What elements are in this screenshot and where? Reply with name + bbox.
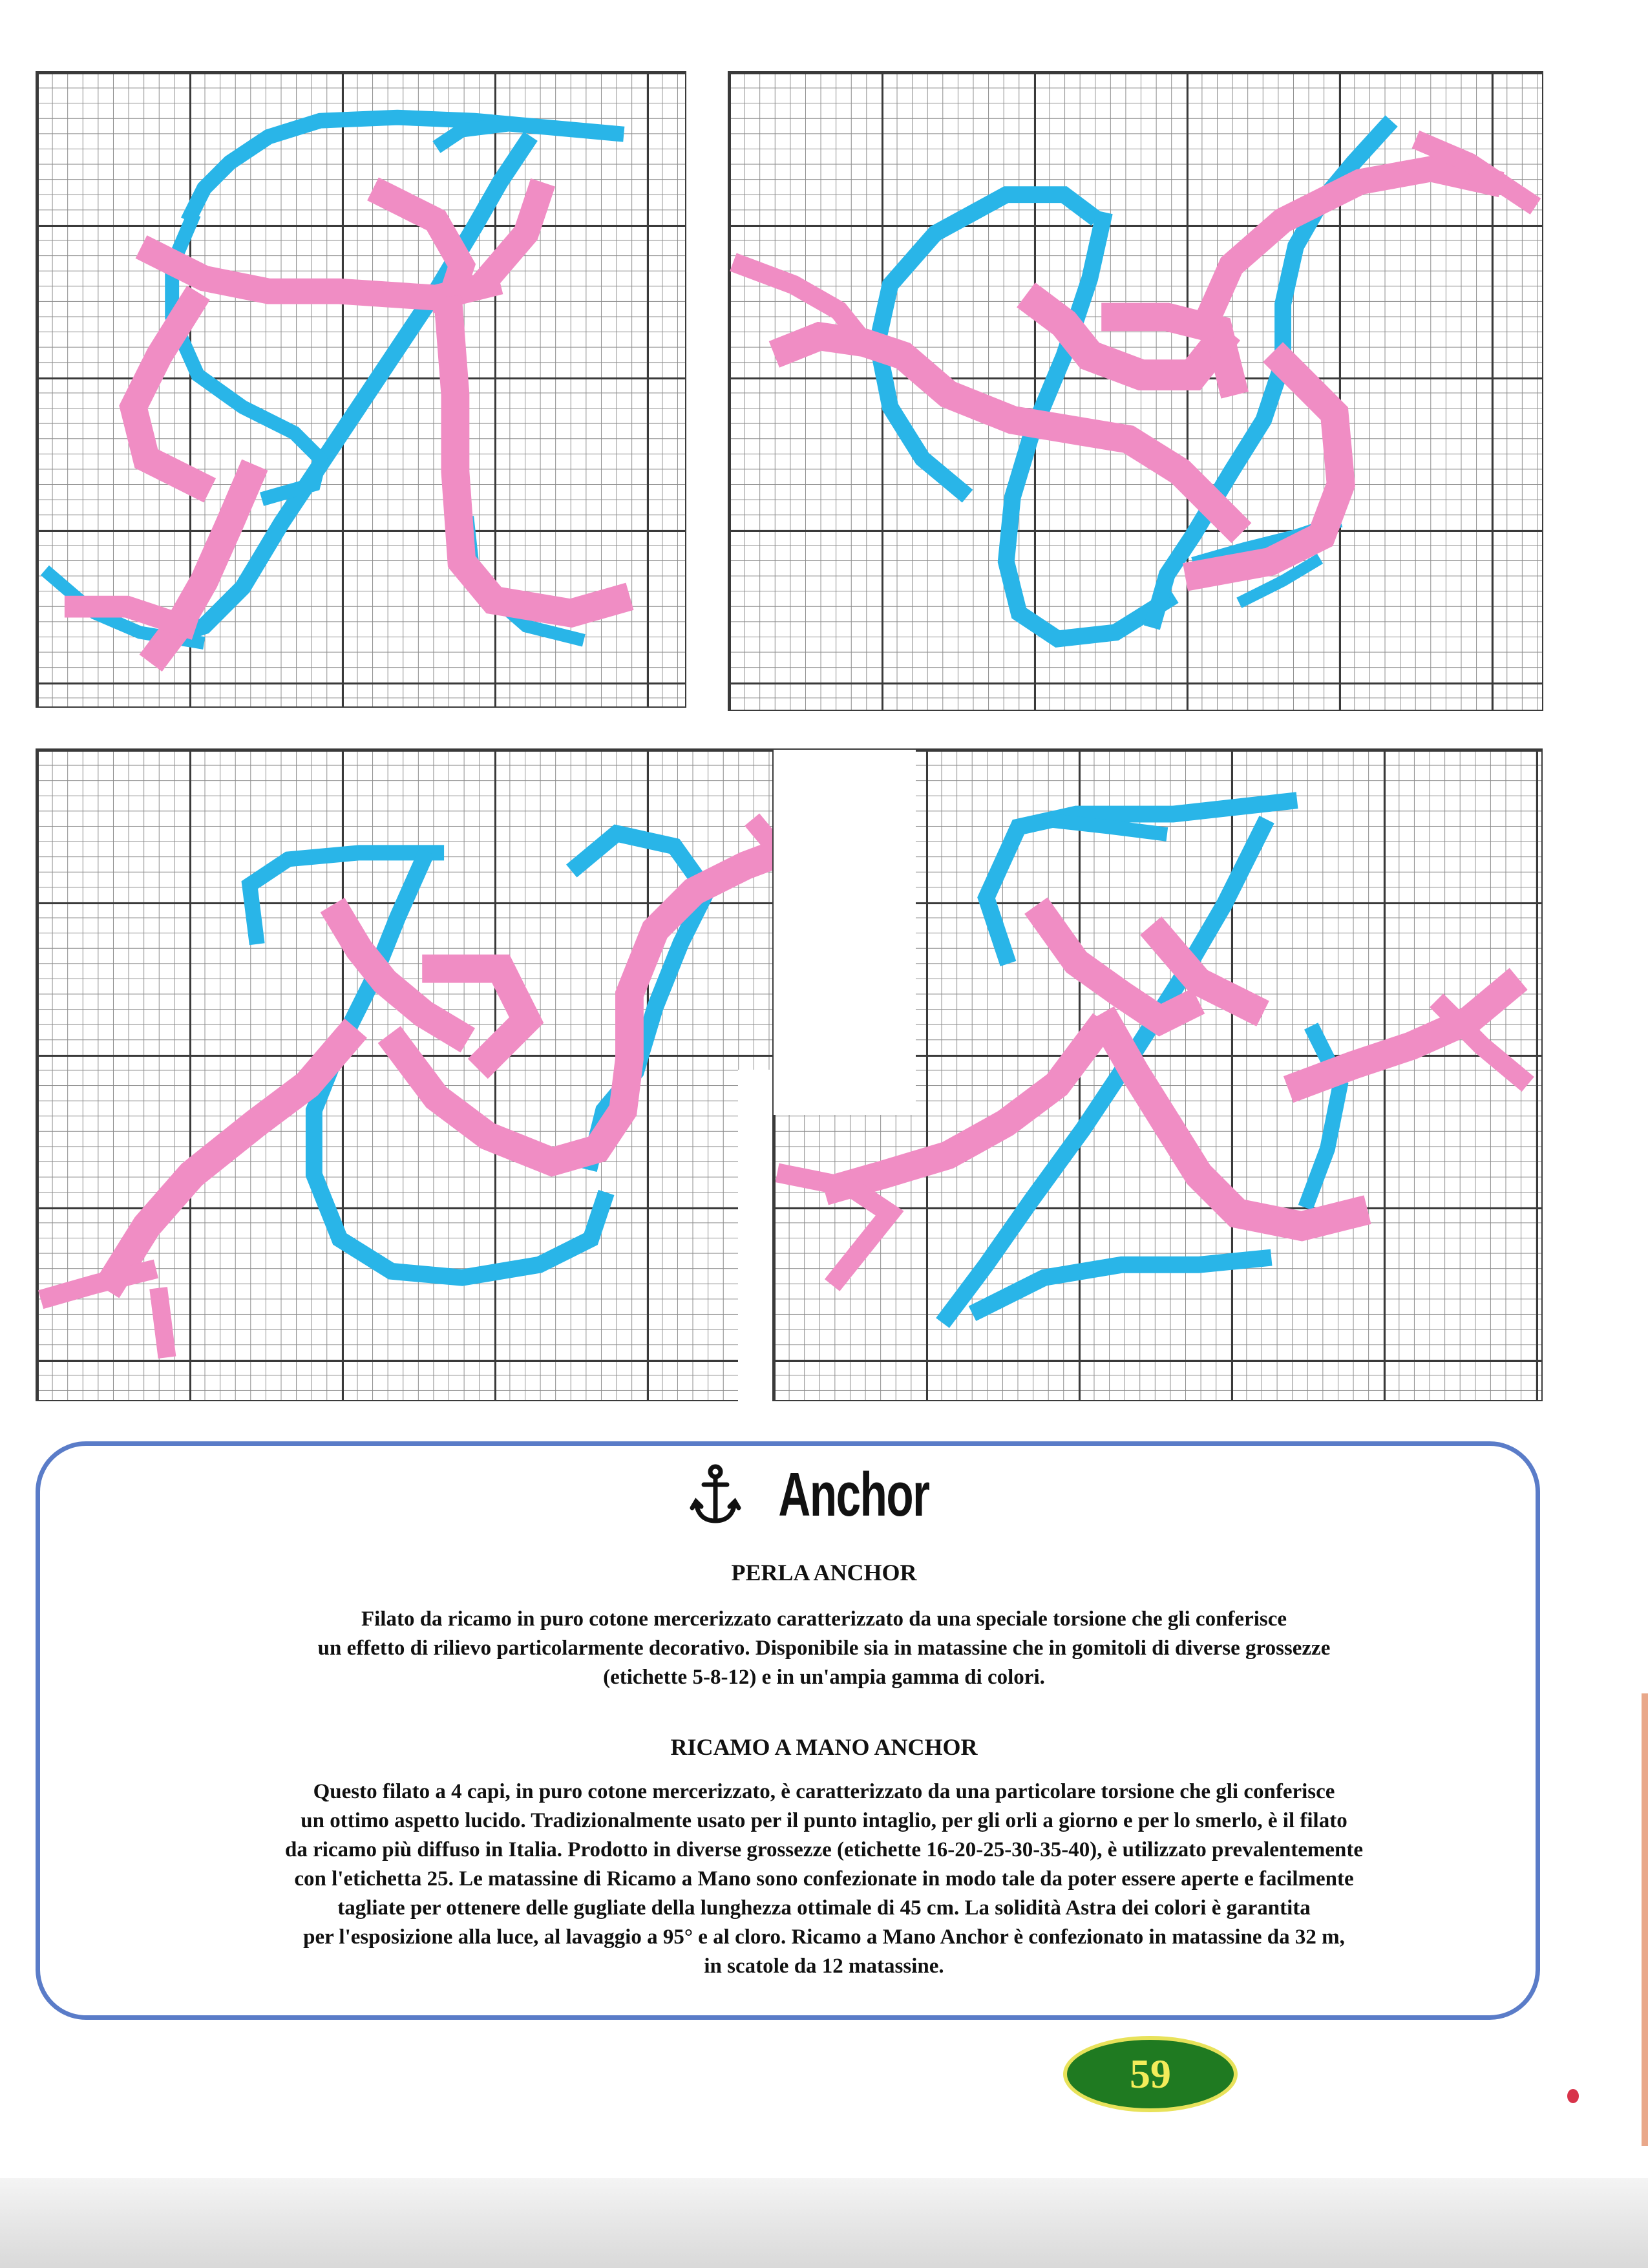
text-line: per l'esposizione alla luce, al lavaggio a 95° e al cloro. Ricamo a Mano Anchor è confezionato in matassine da 32 m, <box>303 1925 1345 1949</box>
text-line: Filato da ricamo in puro cotone mercerizzato caratterizzato da una speciale torsione che gli conferisce <box>361 1607 1287 1631</box>
brand-logo <box>0 1453 1648 1537</box>
letter-R-chart <box>36 71 686 708</box>
text-line: con l'etichetta 25. Le matassine di Ricamo a Mano sono confezionate in modo tale da poter essere aperte e facilmente <box>294 1867 1354 1891</box>
pink-stitch-path <box>449 310 616 613</box>
blue-stitch-path <box>980 1258 1263 1310</box>
pink-stitch-path <box>160 1297 166 1349</box>
page-edge <box>1642 1693 1648 2146</box>
letter-S-stitches <box>729 72 1542 710</box>
pink-stitch-path <box>133 304 198 485</box>
text-line: in scatole da 12 matassine. <box>704 1955 944 1978</box>
text-line: da ricamo più diffuso in Italia. Prodotto in diverse grossezze (etichette 16-20-25-30-35-40), è utilizzato prevalentemente <box>284 1838 1363 1861</box>
blue-stitch-path <box>1051 821 1160 834</box>
chart-cutout <box>774 750 916 1115</box>
text-line: (etichette 5-8-12) e in un'ampia gamma di colori. <box>603 1666 1045 1689</box>
letter-Z-chart <box>772 748 1543 1401</box>
section-title-perla: PERLA ANCHOR <box>731 1560 917 1585</box>
pink-stitch-path <box>1206 169 1489 323</box>
anchor-icon <box>690 1463 741 1527</box>
letter-S-chart <box>728 71 1543 711</box>
text-line: Questo filato a 4 capi, in puro cotone mercerizzato, è caratterizzato da una particolare torsione che gli conferisce <box>313 1780 1335 1803</box>
text-line: tagliate per ottenere delle gugliate della lunghezza ottimale di 45 cm. La solidità Astra dei colori è garantita <box>337 1896 1311 1920</box>
ink-spot <box>1567 2089 1579 2103</box>
text-line: un ottimo aspetto lucido. Tradizionalmente usato per il punto intaglio, per gli orli a giorno e per lo smerlo, è il filato <box>301 1809 1347 1832</box>
section-body-perla <box>78 1605 1570 1692</box>
section-title-ricamo: RICAMO A MANO ANCHOR <box>670 1734 978 1760</box>
text-line: un effetto di rilievo particolarmente decorativo. Disponibile sia in matassine che in gomitoli di diverse grossezze <box>317 1637 1331 1660</box>
page-number-badge: 59 <box>1063 2036 1238 2112</box>
section-body-ricamo <box>78 1777 1570 1981</box>
pink-stitch-path <box>50 1271 147 1297</box>
letter-R-stitches <box>37 72 685 706</box>
blue-stitch-path <box>442 124 564 143</box>
letter-T-chart <box>36 748 879 1401</box>
brand-name: Anchor <box>778 1460 929 1529</box>
scan-shadow <box>0 2178 1648 2268</box>
